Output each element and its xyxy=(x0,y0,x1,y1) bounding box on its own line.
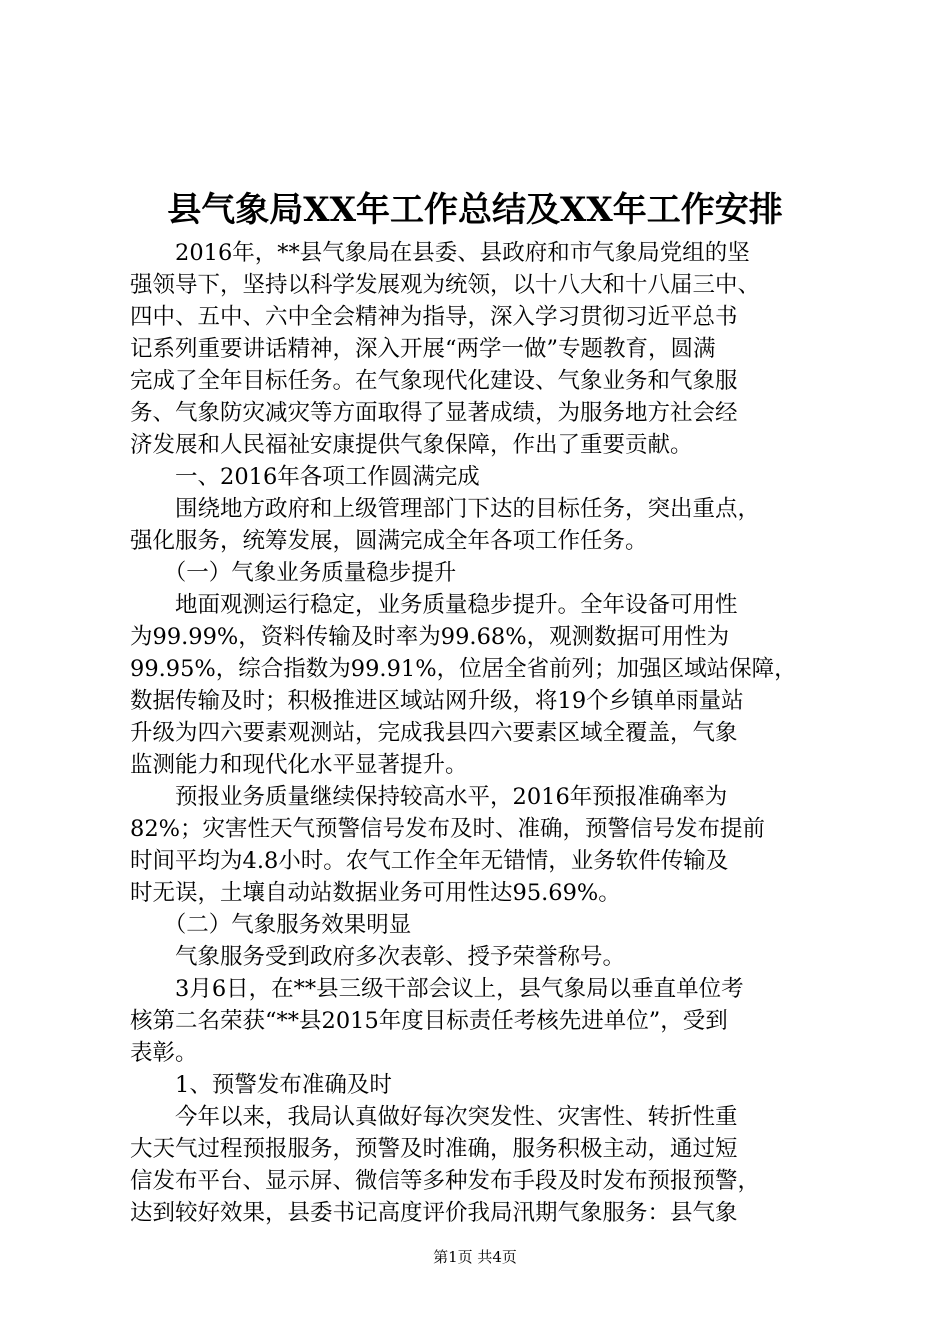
body-line: 3月6日，在**县三级干部会议上，县气象局以垂直单位考 xyxy=(130,976,744,1002)
body-line: 核第二名荣获“**县2015年度目标责任考核先进单位”，受到 xyxy=(130,1008,728,1034)
subsection-heading: （一）气象业务质量稳步提升 xyxy=(130,560,457,586)
body-line: 务、气象防灾减灾等方面取得了显著成绩，为服务地方社会经 xyxy=(130,400,738,426)
body-line: 济发展和人民福祉安康提供气象保障，作出了重要贡献。 xyxy=(130,432,693,458)
subsection-heading: （二）气象服务效果明显 xyxy=(130,912,412,938)
item-heading: 1、预警发布准确及时 xyxy=(130,1072,392,1098)
body-line: 地面观测运行稳定，业务质量稳步提升。全年设备可用性 xyxy=(130,592,738,618)
body-line: 记系列重要讲话精神，深入开展“两学一做”专题教育，圆满 xyxy=(130,336,716,362)
body-line: 大天气过程预报服务，预警及时准确，服务积极主动，通过短 xyxy=(130,1136,738,1162)
body-line: 强化服务，统筹发展，圆满完成全年各项工作任务。 xyxy=(130,528,648,554)
body-line: 预报业务质量继续保持较高水平，2016年预报准确率为 xyxy=(130,784,728,810)
body-line: 达到较好效果，县委书记高度评价我局汛期气象服务：县气象 xyxy=(130,1200,738,1226)
body-line: 82%；灾害性天气预警信号发布及时、准确，预警信号发布提前 xyxy=(130,816,766,842)
body-line: 2016年，**县气象局在县委、县政府和市气象局党组的坚 xyxy=(130,240,750,266)
body-line: 今年以来，我局认真做好每次突发性、灾害性、转折性重 xyxy=(130,1104,738,1130)
body-line: 时无误，土壤自动站数据业务可用性达95.69%。 xyxy=(130,880,621,906)
page-footer: 第1页 共4页 xyxy=(433,1248,517,1266)
document-title: 县气象局XX年工作总结及XX年工作安排 xyxy=(167,190,783,230)
body-line: 气象服务受到政府多次表彰、授予荣誉称号。 xyxy=(130,944,626,970)
body-line: 99.95%，综合指数为99.91%，位居全省前列；加强区域站保障， xyxy=(130,656,797,682)
body-line: 完成了全年目标任务。在气象现代化建设、气象业务和气象服 xyxy=(130,368,738,394)
body-line: 为99.99%，资料传输及时率为99.68%，观测数据可用性为 xyxy=(130,624,730,650)
section-heading: 一、2016年各项工作圆满完成 xyxy=(130,464,480,490)
body-line: 围绕地方政府和上级管理部门下达的目标任务，突出重点， xyxy=(130,496,761,522)
body-line: 升级为四六要素观测站，完成我县四六要素区域全覆盖，气象 xyxy=(130,720,738,746)
body-line: 时间平均为4.8小时。农气工作全年无错情，业务软件传输及 xyxy=(130,848,729,874)
body-line: 四中、五中、六中全会精神为指导，深入学习贯彻习近平总书 xyxy=(130,304,738,330)
body-line: 数据传输及时；积极推进区域站网升级，将19个乡镇单雨量站 xyxy=(130,688,744,714)
body-line: 强领导下，坚持以科学发展观为统领，以十八大和十八届三中、 xyxy=(130,272,761,298)
body-line: 信发布平台、显示屏、微信等多种发布手段及时发布预报预警， xyxy=(130,1168,761,1194)
body-line: 表彰。 xyxy=(130,1040,198,1066)
body-line: 监测能力和现代化水平显著提升。 xyxy=(130,752,468,778)
